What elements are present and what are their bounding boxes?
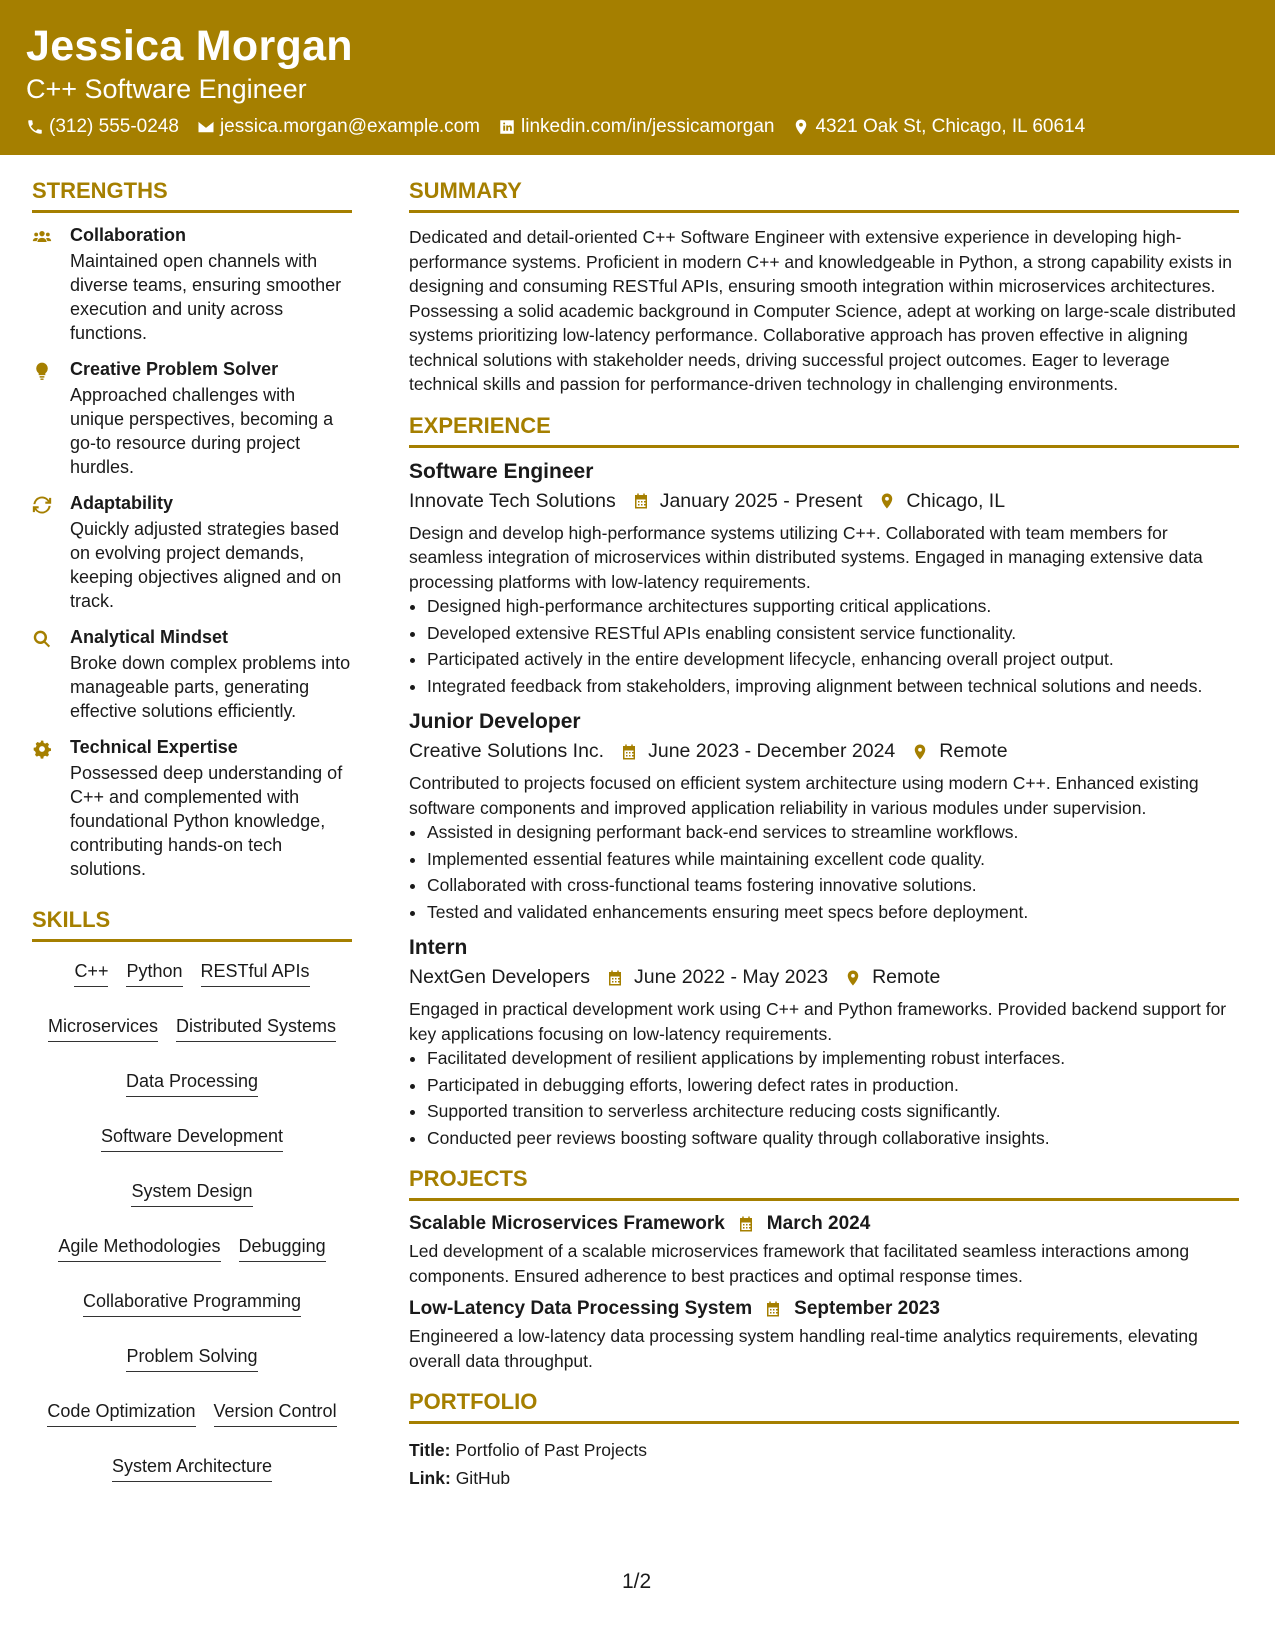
strength-title: Technical Expertise <box>70 737 238 757</box>
job-meta <box>409 490 1239 513</box>
portfolio-title-value: Portfolio of Past Projects <box>455 1440 647 1460</box>
list-item: • Designed high-performance architectures supporting critical applications. <box>427 594 1239 619</box>
list-item: • Developed extensive RESTful APIs enabling consistent service functionality. <box>427 621 1239 646</box>
portfolio-heading: PORTFOLIO <box>409 1389 1239 1424</box>
list-item: • Participated in debugging efforts, lowering defect rates in production. <box>427 1073 1239 1098</box>
map-marker-icon <box>878 492 896 510</box>
projects-heading: PROJECTS <box>409 1166 1239 1201</box>
portfolio-link-line <box>409 1464 1239 1492</box>
strength-title: Collaboration <box>70 225 186 245</box>
experience-heading: EXPERIENCE <box>409 413 1239 448</box>
strength-desc: Approached challenges with unique perspectives, becoming a go-to resource during project hurdles. <box>70 385 334 477</box>
search-icon <box>32 629 52 649</box>
email-text: jessica.morgan@example.com <box>219 116 480 137</box>
job-desc: Design and develop high-performance systems utilizing C++. Collaborated with team members for seamless integration of microservices within distributed systems. Engaged in managing extensive data processing platforms with low-latency requirements. <box>409 522 1203 592</box>
map-marker-icon <box>844 969 862 987</box>
contact-bar <box>26 116 1085 138</box>
list-item: • Facilitated development of resilient applications by implementing robust interfaces. <box>427 1046 1239 1071</box>
job-meta <box>409 740 1239 763</box>
portfolio-link-label: Link: <box>409 1468 451 1488</box>
contact-phone[interactable] <box>26 116 179 138</box>
strength-desc: Possessed deep understanding of C++ and complemented with foundational Python knowledge, contributing hands-on tech solutions. <box>70 763 343 879</box>
project-entry <box>409 1213 1239 1288</box>
job-meta <box>409 966 1239 989</box>
calendar-icon <box>632 492 650 510</box>
job-dates: June 2022 - May 2023 <box>634 966 829 988</box>
skill-tag: Agile Methodologies <box>58 1235 220 1262</box>
skill-tag: C++ <box>74 960 108 987</box>
job-location: Remote <box>939 740 1008 762</box>
list-item: • Integrated feedback from stakeholders, improving alignment between technical solutions and needs. <box>427 674 1239 699</box>
linkedin-text: linkedin.com/in/jessicamorgan <box>521 116 775 137</box>
strength-item <box>32 493 352 613</box>
job-location: Remote <box>872 966 941 988</box>
job-desc: Engaged in practical development work using C++ and Python frameworks. Provided backend support for key applications focusing on low-latency requirements. <box>409 999 1227 1044</box>
lightbulb-icon <box>32 361 52 381</box>
list-item: • Conducted peer reviews boosting software quality through collaborative insights. <box>427 1126 1239 1151</box>
job-dates: January 2025 - Present <box>659 489 863 512</box>
strength-item <box>32 225 352 345</box>
envelope-icon <box>197 118 215 136</box>
skill-tag: RESTful APIs <box>201 960 310 987</box>
strength-title: Analytical Mindset <box>70 627 229 647</box>
address-text: 4321 Oak St, Chicago, IL 60614 <box>815 116 1086 137</box>
calendar-icon <box>764 1300 782 1318</box>
job-entry <box>409 710 1239 924</box>
strength-desc: Quickly adjusted strategies based on evolving project demands, keeping objectives aligned and on track. <box>70 519 342 611</box>
contact-address <box>792 116 1085 138</box>
users-icon <box>32 227 52 247</box>
job-title: Intern <box>409 936 468 959</box>
portfolio-title-line <box>409 1436 1239 1464</box>
job-company: Innovate Tech Solutions <box>409 489 616 512</box>
calendar-icon <box>620 743 638 761</box>
skill-tag: Debugging <box>239 1235 326 1262</box>
skill-tag: Software Development <box>101 1125 283 1152</box>
list-item: • Participated actively in the entire development lifecycle, enhancing overall project output. <box>427 647 1239 672</box>
portfolio-title-label: Title: <box>409 1440 451 1460</box>
sync-icon <box>32 495 52 515</box>
summary-heading: SUMMARY <box>409 178 1239 213</box>
skill-tag: Microservices <box>48 1015 158 1042</box>
list-item: • Tested and validated enhancements ensuring meet specs before deployment. <box>427 900 1239 925</box>
strength-item <box>32 359 352 479</box>
job-entry <box>409 460 1239 699</box>
page-number: 1/2 <box>622 1570 652 1593</box>
skill-tag: Python <box>126 960 182 987</box>
job-bullets <box>409 820 1239 924</box>
list-item: • Collaborated with cross-functional teams fostering innovative solutions. <box>427 873 1239 898</box>
candidate-name: Jessica Morgan <box>26 22 353 70</box>
resume-header <box>0 0 1275 155</box>
strength-item <box>32 737 352 881</box>
portfolio-link[interactable]: GitHub <box>455 1468 511 1488</box>
gear-icon <box>32 739 52 759</box>
contact-email[interactable] <box>197 116 480 138</box>
contact-linkedin[interactable] <box>498 116 774 138</box>
project-name: Scalable Microservices Framework <box>409 1213 725 1234</box>
left-column <box>32 178 352 1482</box>
skill-tag: System Architecture <box>112 1455 272 1482</box>
strength-title: Adaptability <box>70 493 174 513</box>
project-date: March 2024 <box>766 1213 871 1234</box>
list-item: • Implemented essential features while maintaining excellent code quality. <box>427 847 1239 872</box>
strength-title: Creative Problem Solver <box>70 359 279 379</box>
candidate-role: C++ Software Engineer <box>26 74 307 104</box>
skill-tag: Version Control <box>214 1400 337 1427</box>
project-date: September 2023 <box>794 1298 940 1319</box>
summary-text: Dedicated and detail-oriented C++ Software Engineer with extensive experience in developing high-performance systems. Proficient in modern C++ and knowledgeable in Python, a strong capability exists in designing and consuming RESTful APIs, ensuring smooth integration within microservices architectures. Possessing a solid academic background in Computer Science, adept at working on large-scale distributed systems prioritizing low-latency performance. Collaborative approach has proven effective in aligning technical solutions with stakeholder needs, driving successful project outcomes. Eager to leverage technical skills and passion for performance-driven technology in challenging environments. <box>409 227 1236 394</box>
skill-tag: Problem Solving <box>126 1345 257 1372</box>
map-marker-icon <box>911 743 929 761</box>
skill-tag: Data Processing <box>126 1070 258 1097</box>
job-location: Chicago, IL <box>906 489 1006 512</box>
job-company: NextGen Developers <box>409 966 591 988</box>
skill-tag: Code Optimization <box>47 1400 195 1427</box>
job-company: Creative Solutions Inc. <box>409 740 605 762</box>
skills-list <box>32 960 352 1482</box>
right-column <box>409 178 1239 1492</box>
linkedin-icon <box>498 118 516 136</box>
project-name: Low-Latency Data Processing System <box>409 1298 753 1319</box>
project-desc: Engineered a low-latency data processing system handling real-time analytics requirements, elevating overall data throughput. <box>409 1326 1198 1371</box>
skills-heading: SKILLS <box>32 907 352 942</box>
strengths-heading: STRENGTHS <box>32 178 352 213</box>
skill-tag: Collaborative Programming <box>83 1290 301 1317</box>
phone-icon <box>26 118 44 136</box>
list-item: • Assisted in designing performant back-end services to streamline workflows. <box>427 820 1239 845</box>
strength-desc: Broke down complex problems into manageable parts, generating effective solutions efficiently. <box>70 653 351 721</box>
job-desc: Contributed to projects focused on efficient system architecture using modern C++. Enhanced existing software components and improved application reliability in various modules under supervision. <box>409 773 1199 818</box>
job-bullets <box>409 1046 1239 1150</box>
strength-desc: Maintained open channels with diverse teams, ensuring smoother execution and unity across functions. <box>70 251 342 343</box>
job-entry <box>409 936 1239 1150</box>
list-item: • Supported transition to serverless architecture reducing costs significantly. <box>427 1099 1239 1124</box>
project-entry <box>409 1298 1239 1373</box>
job-bullets <box>409 594 1239 698</box>
skill-tag: Distributed Systems <box>176 1015 336 1042</box>
strength-item <box>32 627 352 723</box>
calendar-icon <box>737 1215 755 1233</box>
job-title: Software Engineer <box>409 459 594 483</box>
calendar-icon <box>606 969 624 987</box>
phone-text: (312) 555-0248 <box>49 116 179 137</box>
skill-tag: System Design <box>131 1180 252 1207</box>
map-marker-icon <box>792 118 810 136</box>
job-title: Junior Developer <box>409 710 581 733</box>
project-desc: Led development of a scalable microservices framework that facilitated seamless interactions among components. Ensured adherence to best practices and optimal response times. <box>409 1241 1190 1286</box>
job-dates: June 2023 - December 2024 <box>648 740 896 762</box>
